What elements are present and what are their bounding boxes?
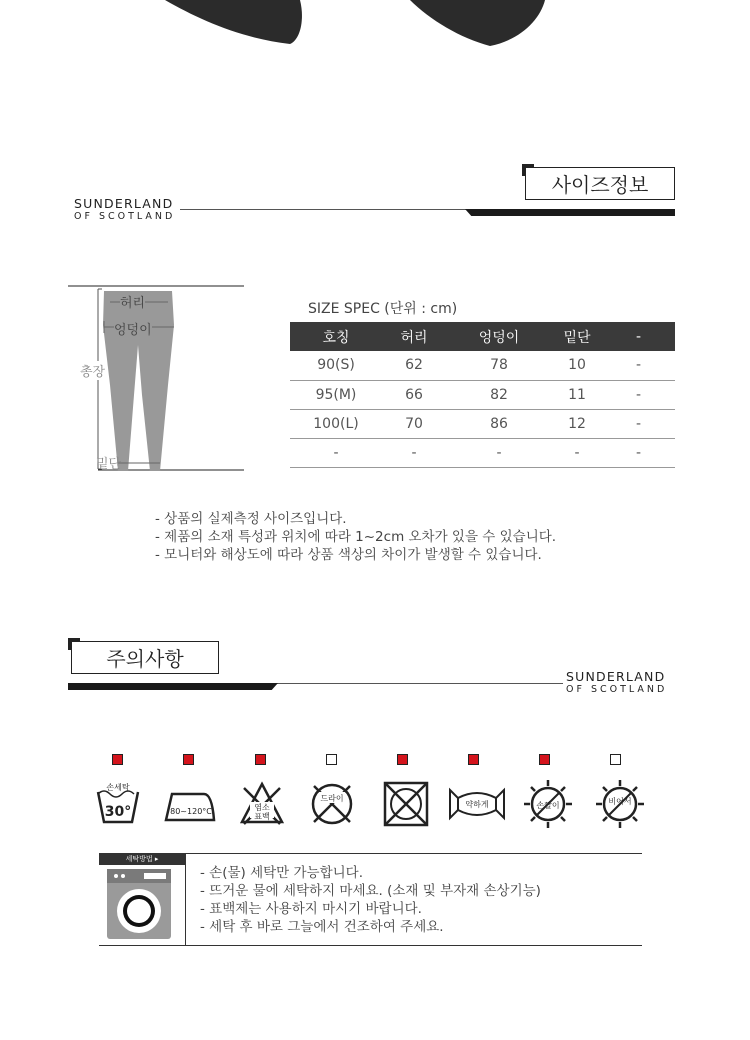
- leggings-silhouette-icon: [68, 285, 248, 475]
- svg-text:손세탁: 손세탁: [106, 783, 130, 792]
- note-line: - 모니터와 해상도에 따라 상품 색상의 차이가 발생할 수 있습니다.: [155, 547, 542, 563]
- iron-icon: [164, 782, 216, 826]
- table-cell: -: [290, 438, 382, 467]
- table-cell: -: [382, 438, 446, 467]
- diagram-label-waist: 허리: [120, 292, 145, 311]
- divider-bar: [465, 209, 675, 216]
- table-row: [290, 380, 675, 409]
- care-marker-checked: [183, 754, 194, 765]
- table-cell: 62: [382, 351, 446, 380]
- table-cell: 100(L): [290, 409, 382, 438]
- svg-text:손짤이: 손짤이: [536, 801, 560, 810]
- wash-method-tab: 세탁방법 ▸: [99, 853, 185, 865]
- table-header-cell: -: [602, 322, 675, 351]
- table-cell: 82: [446, 380, 552, 409]
- no-machine-wring-icon: [522, 778, 574, 830]
- svg-text:드라이: 드라이: [320, 794, 344, 803]
- table-row: [290, 438, 675, 467]
- table-header-cell: 허리: [382, 322, 446, 351]
- table-cell: 70: [382, 409, 446, 438]
- svg-text:비어서: 비어서: [608, 797, 632, 806]
- table-cell: 66: [382, 380, 446, 409]
- svg-text:염소: 염소: [254, 803, 270, 812]
- size-spec-caption: SIZE SPEC (단위 : cm): [308, 301, 458, 317]
- washing-machine-icon: [106, 868, 172, 940]
- table-cell: -: [602, 438, 675, 467]
- brand-logo: SUNDERLAND OF SCOTLAND: [74, 196, 176, 222]
- care-marker-unchecked: [610, 754, 621, 765]
- size-spec-table: [290, 322, 675, 468]
- table-cell: 86: [446, 409, 552, 438]
- svg-text:80~120°C: 80~120°C: [170, 807, 212, 816]
- table-cell: 90(S): [290, 351, 382, 380]
- care-marker-checked: [112, 754, 123, 765]
- table-cell: -: [552, 438, 602, 467]
- wash-line: - 뜨거운 물에 세탁하지 마세요. (소재 및 부자재 손상기능): [200, 883, 541, 899]
- no-bleach-icon: [238, 780, 286, 828]
- no-twist-icon: [594, 778, 646, 830]
- table-cell: 11: [552, 380, 602, 409]
- care-title: 주의사항: [71, 641, 219, 674]
- table-cell: -: [602, 380, 675, 409]
- table-header-cell: 호칭: [290, 322, 382, 351]
- divider-bar: [68, 683, 278, 690]
- hand-wash-icon: [94, 780, 142, 828]
- care-marker-checked: [468, 754, 479, 765]
- size-info-title: 사이즈정보: [525, 167, 675, 200]
- care-marker-checked: [397, 754, 408, 765]
- care-marker-checked: [255, 754, 266, 765]
- product-photo-fragment: [0, 0, 750, 60]
- table-cell: 10: [552, 351, 602, 380]
- no-dry-clean-icon: [308, 780, 356, 828]
- table-header-cell: 밑단: [552, 322, 602, 351]
- svg-text:표백: 표백: [254, 812, 270, 821]
- table-cell: -: [602, 351, 675, 380]
- wash-line: - 세탁 후 바로 그늘에서 건조하여 주세요.: [200, 919, 444, 935]
- note-line: - 상품의 실제측정 사이즈입니다.: [155, 511, 347, 527]
- table-row: [290, 409, 675, 438]
- diagram-label-hip: 엉덩이: [114, 319, 152, 338]
- table-cell: 78: [446, 351, 552, 380]
- table-cell: 95(M): [290, 380, 382, 409]
- diagram-label-hem: 밑단: [96, 457, 122, 472]
- care-marker-unchecked: [326, 754, 337, 765]
- size-diagram: [68, 285, 248, 475]
- wash-line: - 표백제는 사용하지 마시기 바랍니다.: [200, 901, 422, 917]
- diagram-label-length: 총장: [80, 361, 105, 380]
- note-line: - 제품의 소재 특성과 위치에 따라 1~2cm 오차가 있을 수 있습니다.: [155, 529, 557, 545]
- table-header-cell: 엉덩이: [446, 322, 552, 351]
- brand-logo: SUNDERLAND OF SCOTLAND: [566, 669, 668, 695]
- table-header-row: [290, 322, 675, 351]
- no-tumble-dry-icon: [382, 780, 430, 828]
- table-cell: 12: [552, 409, 602, 438]
- table-row: [290, 351, 675, 380]
- svg-text:30°: 30°: [104, 804, 132, 820]
- care-marker-checked: [539, 754, 550, 765]
- wash-line: - 손(물) 세탁만 가능합니다.: [200, 865, 363, 881]
- table-cell: -: [446, 438, 552, 467]
- gentle-wring-icon: [448, 784, 506, 824]
- table-cell: -: [602, 409, 675, 438]
- size-notes: [155, 510, 556, 564]
- wash-method-text: [200, 864, 541, 936]
- svg-text:약하게: 약하게: [465, 800, 489, 809]
